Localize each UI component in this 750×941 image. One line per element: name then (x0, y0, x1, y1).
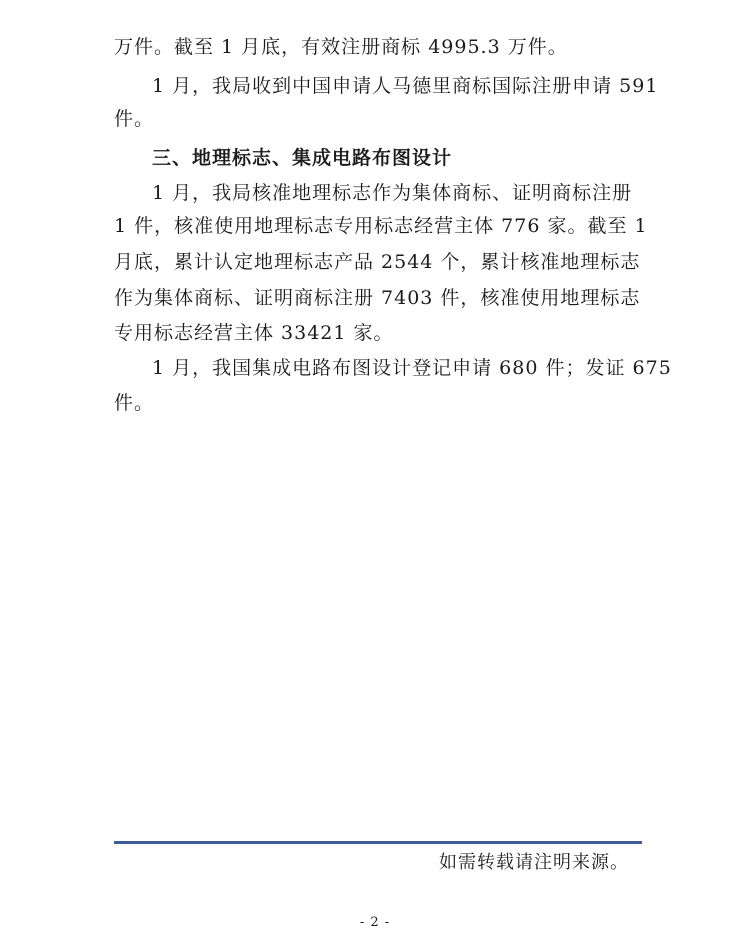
paragraph-3-line-5: 专用标志经营主体 33421 家。 (114, 322, 394, 344)
paragraph-3-line-3: 月底，累计认定地理标志产品 2544 个，累计核准地理标志 (114, 251, 641, 273)
paragraph-2-line-2: 件。 (114, 108, 155, 130)
footer-divider (114, 841, 642, 844)
page-number: - 2 - (359, 915, 391, 930)
paragraph-4-line-2: 件。 (114, 392, 155, 414)
paragraph-4-line-1: 1 月，我国集成电路布图设计登记申请 680 件；发证 675 (152, 357, 672, 379)
paragraph-3-line-4: 作为集体商标、证明商标注册 7403 件，核准使用地理标志 (114, 287, 641, 309)
paragraph-2-line-1: 1 月，我局收到中国申请人马德里商标国际注册申请 591 (152, 75, 659, 97)
paragraph-1-line-1: 万件。截至 1 月底，有效注册商标 4995.3 万件。 (114, 36, 568, 58)
paragraph-3-line-2: 1 件，核准使用地理标志专用标志经营主体 776 家。截至 1 (114, 215, 648, 237)
reprint-notice: 如需转载请注明来源。 (439, 852, 629, 873)
paragraph-3-line-1: 1 月，我局核准地理标志作为集体商标、证明商标注册 (152, 182, 633, 204)
section-heading: 三、地理标志、集成电路布图设计 (152, 147, 453, 169)
